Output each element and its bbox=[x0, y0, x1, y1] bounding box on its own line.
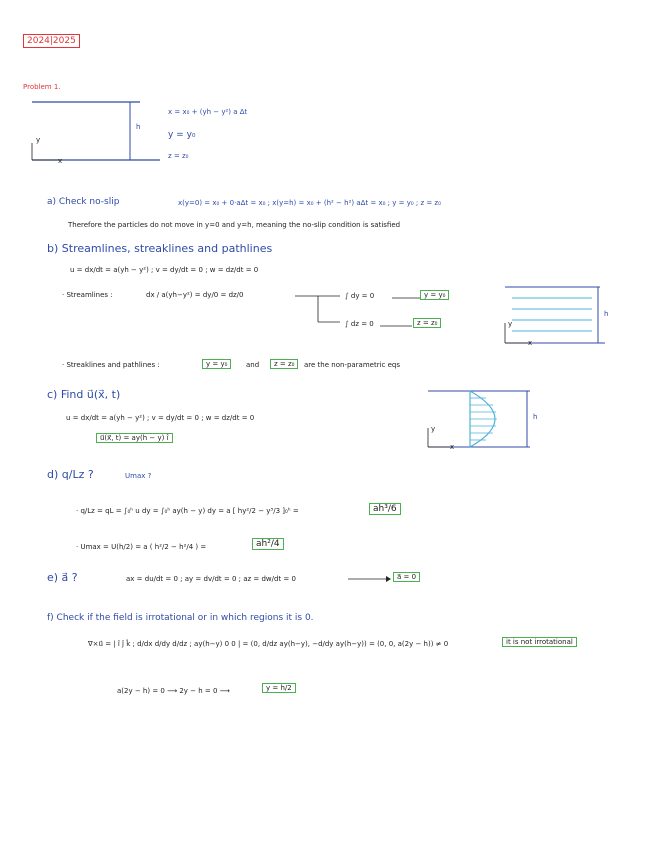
motion-z: z = z₀ bbox=[168, 152, 189, 160]
diagram1-y: y bbox=[36, 136, 41, 144]
part-f-label: f) Check if the field is irrotational or in which regions it is 0. bbox=[47, 613, 314, 623]
result-y0: y = y₀ bbox=[420, 290, 449, 300]
part-a-eqs: x(y=0) = x₀ + 0·aΔt = x₀ ; x(y=h) = x₀ + (h² − h²) aΔt = x₀ ; y = y₀ ; z = z₀ bbox=[178, 199, 441, 207]
streamlines-eq: dx / a(yh−y²) = dy/0 = dz/0 bbox=[146, 291, 244, 299]
year-box: 2024|2025 bbox=[23, 34, 80, 48]
diagram2-h: h bbox=[604, 310, 609, 318]
diagram1-h: h bbox=[136, 123, 141, 131]
streak-end: are the non-parametric eqs bbox=[304, 361, 401, 369]
part-e-label: e) a⃗ ? bbox=[47, 571, 78, 584]
part-f-curl: ∇×u⃗ = | î ĵ k̂ ; d/dx d/dy d/dz ; ay(h−y) 0 0 | = (0, d/dz ay(h−y), −d/dy ay(h−y)) = (0, 0, a(2y − h)) ≠ 0 bbox=[88, 640, 449, 648]
part-f-eq2: a(2y − h) = 0 ⟶ 2y − h = 0 ⟶ bbox=[117, 687, 230, 695]
part-d-label: d) q/Lz ? bbox=[47, 468, 94, 481]
streak-y: y = y₀ bbox=[202, 359, 231, 369]
diagram3-h: h bbox=[533, 413, 538, 421]
part-d-u-eq: · Umax = U(h/2) = a ( h²/2 − h²/4 ) = bbox=[76, 543, 207, 551]
diagram2-x: x bbox=[528, 339, 533, 347]
diagram3-x: x bbox=[450, 443, 455, 451]
part-e-result: a⃗ = 0 bbox=[393, 572, 420, 582]
motion-y: y = y₀ bbox=[168, 130, 196, 140]
part-d-umax: Umax ? bbox=[125, 472, 152, 480]
part-c-vel: u = dx/dt = a(yh − y²) ; v = dy/dt = 0 ; w = dz/dt = 0 bbox=[66, 414, 255, 422]
part-b-vel: u = dx/dt = a(yh − y²) ; v = dy/dt = 0 ; w = dz/dt = 0 bbox=[70, 266, 259, 274]
integral-dz: ∫ dz = 0 bbox=[345, 320, 374, 328]
diagram3-y: y bbox=[431, 425, 436, 433]
part-b-label: b) Streamlines, streaklines and pathlines bbox=[47, 242, 273, 255]
streaklines-label: · Streaklines and pathlines : bbox=[62, 361, 160, 369]
diagram1-x: x bbox=[58, 157, 63, 165]
streamlines-label: · Streamlines : bbox=[62, 291, 113, 299]
part-f-result: it is not irrotational bbox=[502, 637, 577, 647]
part-d-u-result: ah²/4 bbox=[252, 538, 284, 550]
part-d-q-result: ah³/6 bbox=[369, 503, 401, 515]
part-d-q-eq: · q/Lz = qL = ∫₀ʰ u dy = ∫₀ʰ ay(h − y) dy = a [ hy²/2 − y³/3 ]₀ʰ = bbox=[76, 507, 299, 515]
streak-z: z = z₀ bbox=[270, 359, 298, 369]
problem-title: Problem 1. bbox=[23, 83, 61, 91]
integral-dy: ∫ dy = 0 bbox=[345, 292, 375, 300]
result-z0: z = z₀ bbox=[413, 318, 441, 328]
part-a-label: a) Check no-slip bbox=[47, 197, 120, 207]
streak-and: and bbox=[246, 361, 260, 369]
motion-x: x = x₀ + (yh − y²) a Δt bbox=[168, 108, 248, 116]
part-c-result: u⃗(x⃗, t) = ay(h − y) î bbox=[96, 433, 173, 443]
diagram2-y: y bbox=[508, 320, 513, 328]
part-e-eq: ax = du/dt = 0 ; ay = dv/dt = 0 ; az = dw/dt = 0 bbox=[126, 575, 296, 583]
part-a-note: Therefore the particles do not move in y=0 and y=h, meaning the no-slip condition is satisfied bbox=[68, 221, 401, 229]
part-f-result2: y = h/2 bbox=[262, 683, 296, 693]
part-c-label: c) Find u⃗(x⃗, t) bbox=[47, 388, 121, 401]
